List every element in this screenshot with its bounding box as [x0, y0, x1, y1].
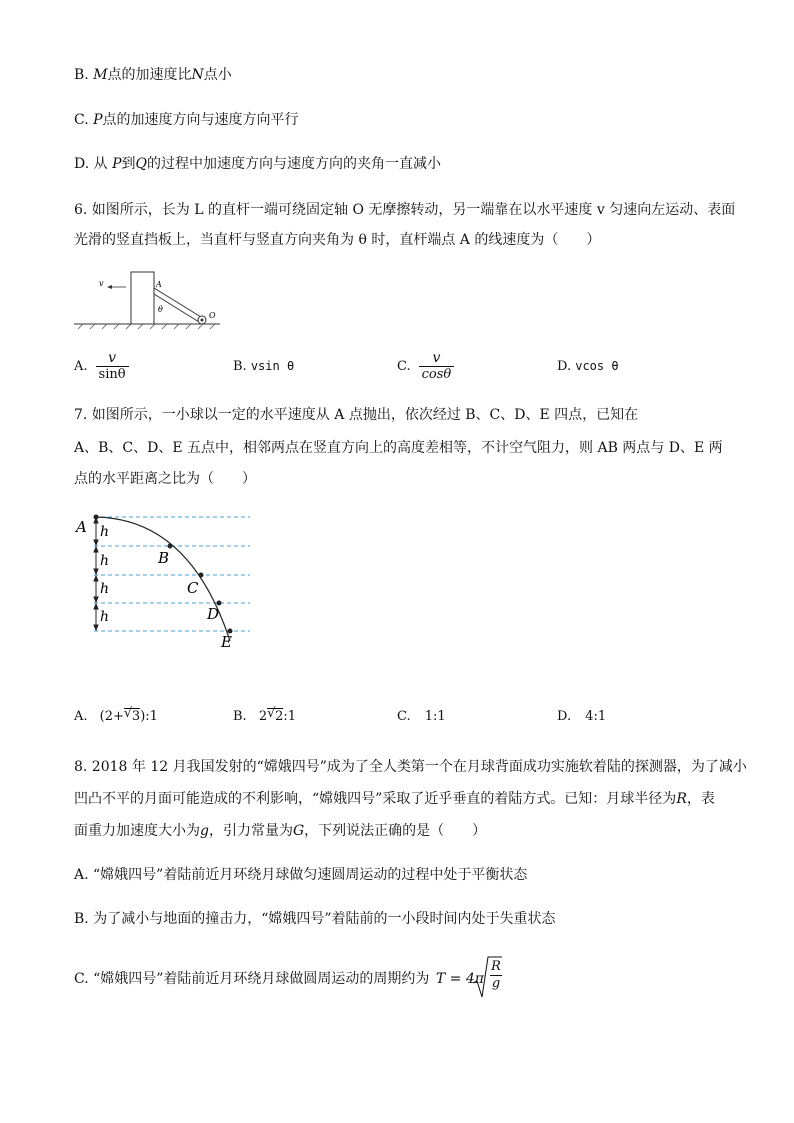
option-d-prev: [74, 154, 441, 174]
q8-text-line3: [74, 821, 486, 841]
coefficient: 2: [258, 709, 268, 724]
q6-option-a: [74, 350, 129, 383]
var-p: P: [112, 156, 122, 172]
q6-option-d: [557, 359, 619, 374]
pivot-center: [201, 319, 204, 322]
option-letter: B.: [233, 709, 247, 724]
q7-option-c: [397, 709, 446, 724]
option-letter: D.: [557, 359, 572, 374]
point-b: [168, 544, 173, 549]
text-segment: 凹凸不平的月面可能造成的不利影响，“嫦娥四号”采取了近乎垂直的着陆方式。已知：月球半径为: [74, 791, 677, 807]
q7-text-line1: 7. 如图所示，一小球以一定的水平速度从 A 点抛出，依次经过 B、C、D、E 四点，已知在: [74, 407, 639, 423]
height-dashed-lines: [94, 517, 250, 631]
option-text: 点的加速度比: [107, 67, 192, 83]
h-label: h: [100, 581, 110, 597]
sqrt-fraction: [490, 959, 502, 992]
option-letter: D.: [557, 709, 572, 724]
point-c: [199, 573, 204, 578]
q7-figure: [70, 505, 255, 655]
radicand: 2: [275, 709, 284, 724]
text-segment: 面重力加速度大小为: [74, 823, 200, 839]
option-b-prev: [74, 65, 232, 85]
text-segment: ，下列说法正确的是（ ）: [304, 823, 487, 839]
option-text: (2+: [99, 709, 124, 724]
option-letter: C.: [397, 359, 411, 374]
q7-option-b: [233, 706, 297, 724]
sqrt: √ 3: [123, 706, 141, 724]
fraction: [96, 350, 129, 383]
option-text: 点小: [203, 67, 232, 83]
var-m: M: [93, 67, 108, 83]
var-r: R: [676, 791, 687, 807]
option-letter: B.: [74, 67, 89, 83]
option-text: 1:1: [424, 709, 446, 724]
o-label: O: [209, 311, 216, 320]
fraction: [419, 350, 455, 383]
var-g: g: [200, 823, 209, 839]
numerator: v: [432, 350, 441, 366]
numerator: R: [491, 959, 501, 974]
option-text: 点的加速度方向与速度方向平行: [102, 112, 299, 128]
ground-hatching: [78, 324, 215, 329]
q8-option-c: [74, 969, 484, 989]
h-label: h: [100, 609, 110, 625]
denominator: sinθ: [96, 366, 129, 383]
q8-option-a: A. “嫦娥四号”着陆前近月环绕月球做匀速圆周运动的过程中处于平衡状态: [74, 867, 528, 883]
label-b: B: [158, 549, 170, 567]
var-p: P: [93, 112, 103, 128]
q6-option-c: [397, 350, 454, 383]
theta-label: θ: [158, 305, 163, 314]
text-segment: ，表: [686, 791, 715, 807]
option-text: C. “嫦娥四号”着陆前近月环绕月球做圆周运动的周期约为: [74, 971, 430, 987]
option-letter: D.: [74, 156, 90, 172]
point-a: [94, 515, 99, 520]
height-markers: [94, 518, 98, 630]
q8-option-b: B. 为了减小与地面的撞击力，“嫦娥四号”着陆前的一小段时间内处于失重状态: [74, 911, 556, 927]
var-n: N: [191, 67, 204, 83]
option-text: 4:1: [585, 709, 607, 724]
option-text: vcos θ: [575, 359, 619, 373]
q6-text-line2: 光滑的竖直挡板上，当直杆与竖直方向夹角为 θ 时，直杆端点 A 的线速度为（ ）: [74, 232, 601, 248]
option-text: 到: [121, 156, 136, 172]
option-letter: A.: [74, 359, 88, 374]
q7-text-line2: A、B、C、D、E 五点中，相邻两点在竖直方向上的高度差相等，不计空气阻力，则 AB 两点与 D、E 两: [74, 440, 723, 456]
denominator: cosθ: [419, 366, 455, 383]
v-label: v: [99, 279, 104, 288]
q6-figure: [70, 268, 230, 330]
denominator: g: [491, 976, 501, 991]
q7-text-line3: 点的水平距离之比为（ ）: [74, 471, 256, 487]
text-segment: ，引力常量为: [208, 823, 293, 839]
q7-option-a: [74, 706, 158, 724]
option-text: 的过程中加速度方向与速度方向的夹角一直减小: [147, 156, 441, 172]
formula-lhs: T = 4π: [435, 971, 484, 987]
var-q: Q: [135, 156, 147, 172]
q8-text-line1: 8. 2018 年 12 月我国发射的“嫦娥四号”成为了全人类第一个在月球背面成功实施软着陆的探测器，为了减小: [74, 759, 747, 775]
radicand: 3: [131, 709, 141, 724]
option-letter: A.: [74, 709, 88, 724]
var-G: G: [292, 823, 305, 839]
h-label: h: [100, 553, 110, 569]
sqrt: √ 2: [267, 706, 284, 724]
label-a: A: [76, 518, 87, 536]
q6-option-b: [233, 359, 294, 374]
option-letter: C.: [397, 709, 411, 724]
vertical-baffle: [131, 272, 154, 324]
option-text: vsin θ: [250, 359, 295, 373]
label-c: C: [187, 579, 199, 597]
q7-option-d: [557, 709, 606, 724]
a-label: A: [156, 280, 162, 289]
velocity-arrowhead: [107, 285, 112, 289]
h-label: h: [100, 524, 110, 540]
label-d: D: [207, 605, 220, 623]
option-c-prev: [74, 110, 299, 130]
option-text: :1: [283, 709, 297, 724]
label-e: E: [221, 633, 232, 651]
option-letter: B.: [233, 359, 247, 374]
option-text: ):1: [140, 709, 158, 724]
numerator: v: [108, 350, 116, 366]
q6-text-line1: 6. 如图所示，长为 L 的直杆一端可绕固定轴 O 无摩擦转动，另一端靠在以水平速度 v 匀速向左运动、表面: [74, 202, 736, 218]
q8-text-line2: [74, 789, 715, 809]
option-letter: C.: [74, 112, 89, 128]
option-text: 从: [93, 156, 108, 172]
